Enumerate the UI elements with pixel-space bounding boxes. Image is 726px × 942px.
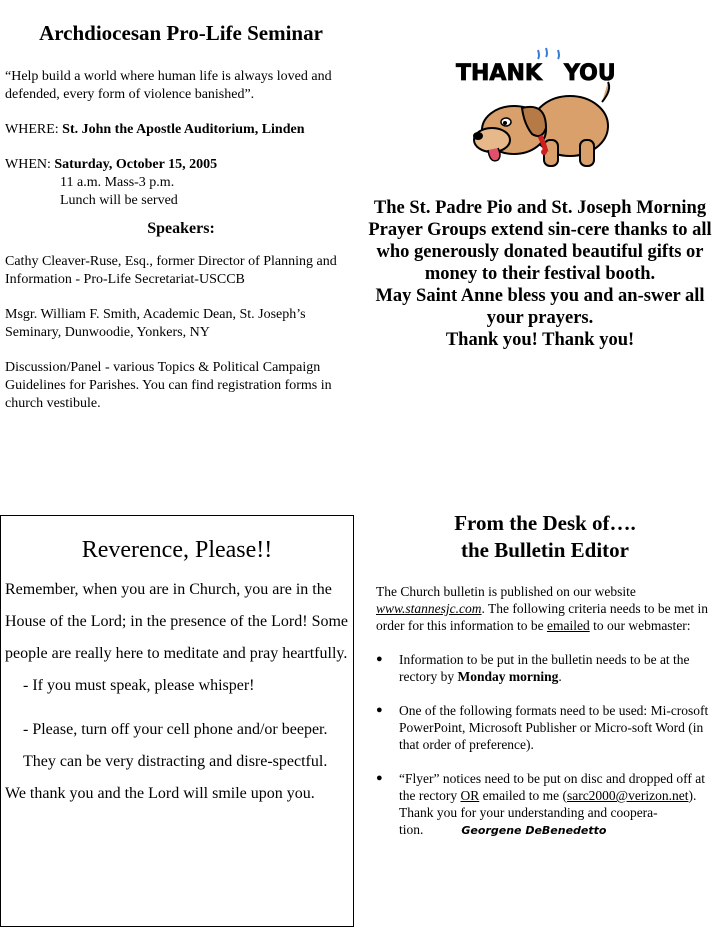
list-item [372, 770, 718, 839]
website-link[interactable]: www.stannesjc.com [376, 601, 482, 616]
bullet-3-text: “Flyer” notices need to be put on disc and dropped off at the rectory [399, 771, 706, 803]
bullet-1-bold: Monday morning [457, 669, 559, 684]
intro-text-3: to our webmaster: [589, 618, 691, 633]
editor-title [372, 510, 718, 564]
intro-text-1: The Church bulletin is published on our website [376, 584, 636, 599]
bullet-icon: ● [376, 772, 383, 784]
seminar-lunch: Lunch will be served [60, 193, 178, 208]
closing-text: Thank you for your understanding and coopera-tion. [399, 805, 658, 837]
pro-life-seminar-section [5, 18, 357, 413]
reverence-para-1: Remember, when you are in Church, you are in the House of the Lord; in the presence of the Lord! Some people are really here to meditate and pray heartfully. [5, 581, 349, 662]
bullet-icon: ● [376, 653, 383, 665]
list-item [372, 651, 718, 685]
thank-you-message [364, 197, 716, 351]
reverence-body [5, 574, 349, 810]
bulletin-editor-section [372, 510, 718, 856]
seminar-time: 11 a.m. Mass-3 p.m. [60, 175, 175, 190]
thanks-line-2: May Saint Anne bless you and an-swer all your prayers. [375, 286, 705, 328]
thank-you-dog-icon [452, 44, 614, 174]
speakers-heading: Speakers: [147, 220, 215, 237]
list-item [372, 702, 718, 753]
editor-signature: Georgene DeBenedetto [461, 824, 607, 837]
editor-title-line-1: From the Desk of…. [454, 511, 636, 535]
reverence-para-4: We thank you and the Lord will smile upon you. [5, 785, 315, 802]
seminar-where [5, 121, 357, 139]
bullet-1-text: Information to be put in the bulletin needs to be at the rectory by [399, 652, 690, 684]
seminar-quote: “Help build a world where human life is always loved and defended, every form of violence banished”. [5, 69, 332, 102]
where-value: St. John the Apostle Auditorium, Linden [62, 122, 305, 137]
reverence-para-3-start [5, 714, 349, 778]
banner-thank: THANK [456, 61, 542, 86]
bullet-1-end: . [558, 669, 562, 684]
banner-you: YOU [564, 61, 614, 86]
bullet-3-mid: emailed to me ( [479, 788, 567, 803]
thanks-line-3: Thank you! Thank you! [445, 330, 635, 350]
reverence-para-3: - Please, turn off your cell phone and/or beeper. They can be very distracting and disre-spectful. [23, 721, 328, 770]
when-label: WHEN: [5, 157, 51, 172]
reverence-box [0, 515, 354, 927]
seminar-title: Archdiocesan Pro-Life Seminar [39, 21, 323, 45]
thanks-line-1: The St. Padre Pio and St. Joseph Morning Prayer Groups extend sin-cere thanks to all who generously donated beautiful gifts or money to their festival booth. [368, 198, 712, 284]
speaker-2: Msgr. William F. Smith, Academic Dean, St. Joseph’s Seminary, Dunwoodie, Yonkers, NY [5, 307, 306, 340]
bullet-2-text: One of the following formats need to be used: Mi-crosoft PowerPoint, Microsoft Publisher or Micro-soft Word (in that order of preference). [399, 703, 709, 752]
reverence-para-2: - If you must speak, please whisper! [23, 677, 255, 694]
seminar-discussion: Discussion/Panel - various Topics & Political Campaign Guidelines for Parishes. You can find registration forms in church vestibule. [5, 360, 332, 411]
editor-intro [376, 583, 718, 634]
where-label: WHERE: [5, 122, 59, 137]
email-link[interactable]: sarc2000@verizon.net [566, 788, 689, 803]
bullet-icon: ● [376, 704, 383, 716]
when-value: Saturday, October 15, 2005 [54, 157, 218, 172]
thank-you-dog-clipart [452, 44, 614, 174]
intro-text-2: . The following criteria needs to be met in order for this information to be [376, 601, 709, 633]
speaker-1: Cathy Cleaver-Ruse, Esq., former Director of Planning and Information - Pro-Life Secretariat-USCCB [5, 254, 337, 287]
intro-emailed: emailed [546, 618, 590, 633]
seminar-when [5, 156, 357, 174]
reverence-title: Reverence, Please!! [81, 537, 273, 563]
criteria-list [372, 651, 718, 839]
editor-title-line-2: the Bulletin Editor [460, 538, 629, 562]
bullet-3-end: ). [688, 788, 697, 803]
bullet-3-or: OR [460, 788, 480, 803]
